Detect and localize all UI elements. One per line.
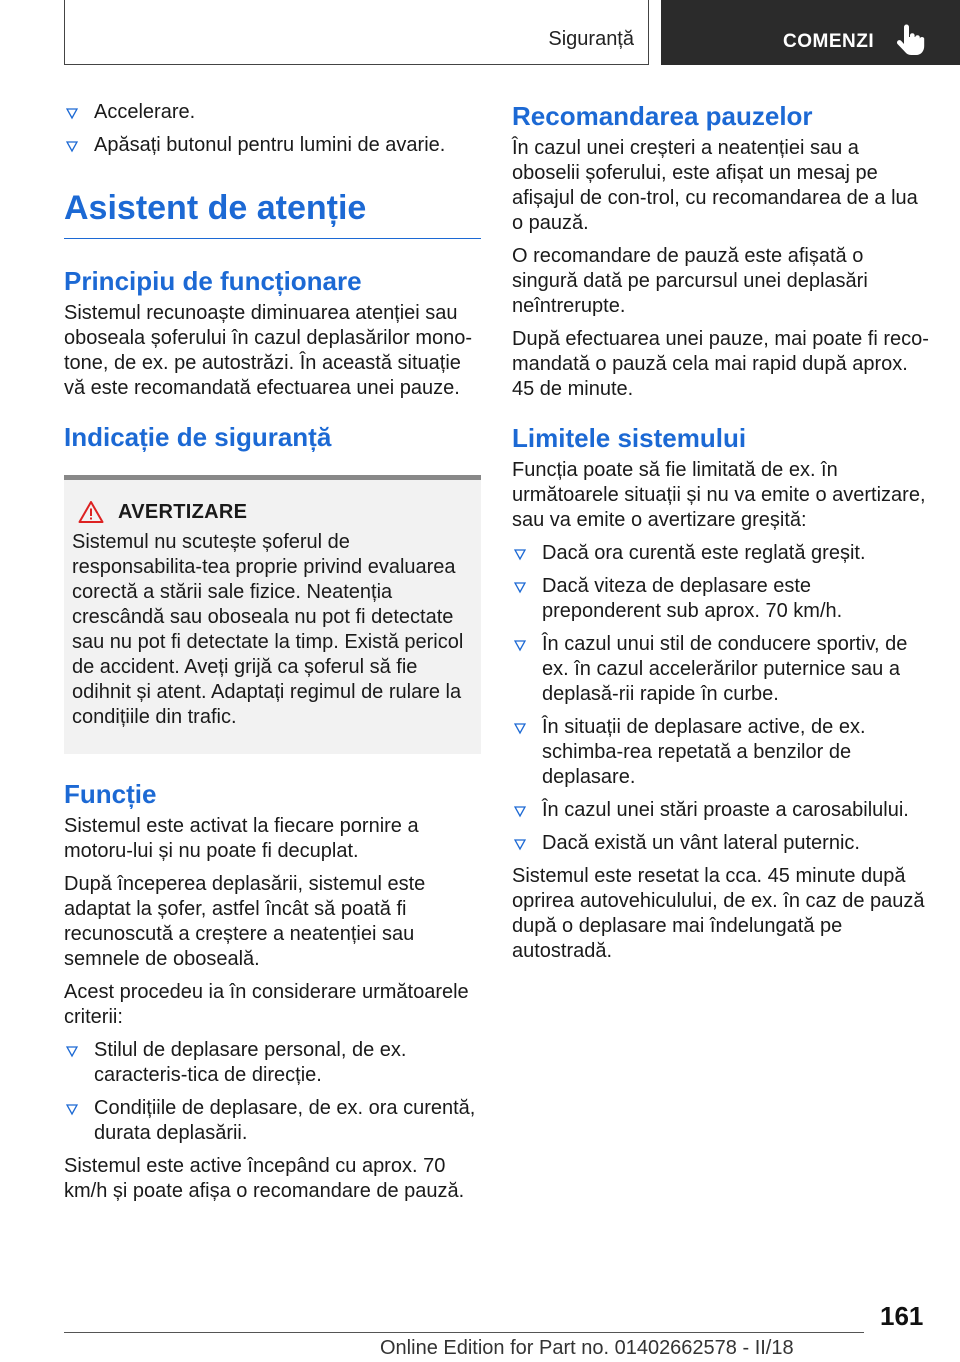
bullet-triangle-icon (514, 549, 526, 561)
paragraph-limits-1: Funcția poate să fie limitată de ex. în următoarele situații și nu va emite o avertizare, sau va emite o avertizare greșită: (512, 459, 926, 531)
main-heading: Asistent de atenție (64, 188, 481, 239)
heading-principle: Principiu de funcționare (64, 266, 362, 296)
warning-title: AVERTIZARE (118, 500, 248, 523)
list-item: În situații de deplasare active, de ex. schimba-rea repetată a benzilor de deplasare. (512, 715, 930, 790)
list-item: Dacă viteza de deplasare este preponderent sub aprox. 70 km/h. (512, 574, 930, 624)
list-item: Condițiile de deplasare, de ex. ora curentă, durata deplasării. (64, 1096, 481, 1146)
list-item: În cazul unei stări proaste a carosabilului. (512, 798, 930, 823)
header-chapter-tab[interactable] (661, 0, 960, 65)
warning-triangle-icon (78, 500, 104, 524)
paragraph-break-3: După efectuarea unei pauze, mai poate fi reco-mandată o pauză cela mai rapid după aprox. 45 de minute. (512, 328, 929, 400)
bullet-triangle-icon (66, 1104, 78, 1116)
heading-limits: Limitele sistemului (512, 423, 747, 453)
right-column (512, 100, 930, 972)
limits-bullet-list (512, 541, 930, 856)
list-item: Apăsați butonul pentru lumini de avarie. (64, 133, 481, 158)
heading-safety: Indicație de siguranță (64, 422, 332, 452)
heading-break: Recomandarea pauzelor (512, 101, 813, 131)
top-bullet-list (64, 100, 481, 158)
header-section-title: Siguranță (548, 28, 634, 50)
page-number: 161 (880, 1301, 924, 1331)
bullet-triangle-icon (66, 141, 78, 153)
bullet-triangle-icon (514, 806, 526, 818)
bullet-triangle-icon (66, 108, 78, 120)
header-chapter-label: COMENZI (783, 31, 875, 52)
paragraph-principle: Sistemul recunoaște diminuarea atenției sau oboseala șoferului în cazul deplasărilor mono-tone, de ex. pe autostrăzi. În această situație vă este recomandată efectuarea unei pauze. (64, 302, 473, 399)
hand-pointer-icon (895, 24, 925, 56)
paragraph-function-2: După începerea deplasării, sistemul este adaptat la șofer, astfel încât să poată fi recunoscută a creștere a neatenției sau semnele de oboseală. (64, 873, 426, 970)
heading-function: Funcție (64, 779, 157, 809)
bullet-triangle-icon (66, 1046, 78, 1058)
footer-divider (64, 1332, 864, 1333)
paragraph-limits-2: Sistemul este resetat la cca. 45 minute după oprirea autovehiculului, de ex. în caz de pauză după o deplasare mai îndelungată pe autostradă. (512, 865, 925, 962)
criteria-bullet-list (64, 1038, 481, 1146)
paragraph-function-4: Sistemul este active începând cu aprox. 70 km/h și poate afișa o recomandare de pauză. (64, 1155, 465, 1202)
paragraph-break-2: O recomandare de pauză este afișată o singură dată pe parcursul unei deplasări neîntrerupte. (512, 245, 868, 317)
paragraph-function-1: Sistemul este activat la fiecare pornire a motoru-lui și nu poate fi decuplat. (64, 815, 419, 862)
paragraph-break-1: În cazul unei creșteri a neatenției sau a oboselii șoferului, este afișat un mesaj pe afișajul de con-trol, cu recomandarea de a lua o pauză. (512, 137, 918, 234)
warning-box (64, 475, 481, 754)
bullet-triangle-icon (514, 839, 526, 851)
footer-edition: Online Edition for Part no. 01402662578 - II/18 (380, 1337, 794, 1359)
bullet-triangle-icon (514, 640, 526, 652)
paragraph-function-3: Acest procedeu ia în considerare următoarele criterii: (64, 981, 469, 1028)
header-section-box (64, 0, 649, 65)
warning-text: Sistemul nu scutește șoferul de responsabilita-tea proprie privind evaluarea corectă a stării sale fizice. Neatenția crescândă sau oboseala nu pot fi detectate sau nu pot fi detectate la timp. Există pericol de accident. Aveți grijă ca șoferul să fie odihnit și atent. Adaptați regimul de rulare la condițiile din trafic. (72, 531, 464, 728)
list-item: Stilul de deplasare personal, de ex. caracteris-tica de direcție. (64, 1038, 481, 1088)
list-item: Dacă ora curentă este reglată greșit. (512, 541, 930, 566)
left-column (64, 100, 481, 1212)
bullet-triangle-icon (514, 723, 526, 735)
list-item: În cazul unui stil de conducere sportiv, de ex. în cazul accelerărilor puternice sau a deplasă-rii rapide în curbe. (512, 632, 930, 707)
list-item: Accelerare. (64, 100, 481, 125)
list-item: Dacă există un vânt lateral puternic. (512, 831, 930, 856)
bullet-triangle-icon (514, 582, 526, 594)
